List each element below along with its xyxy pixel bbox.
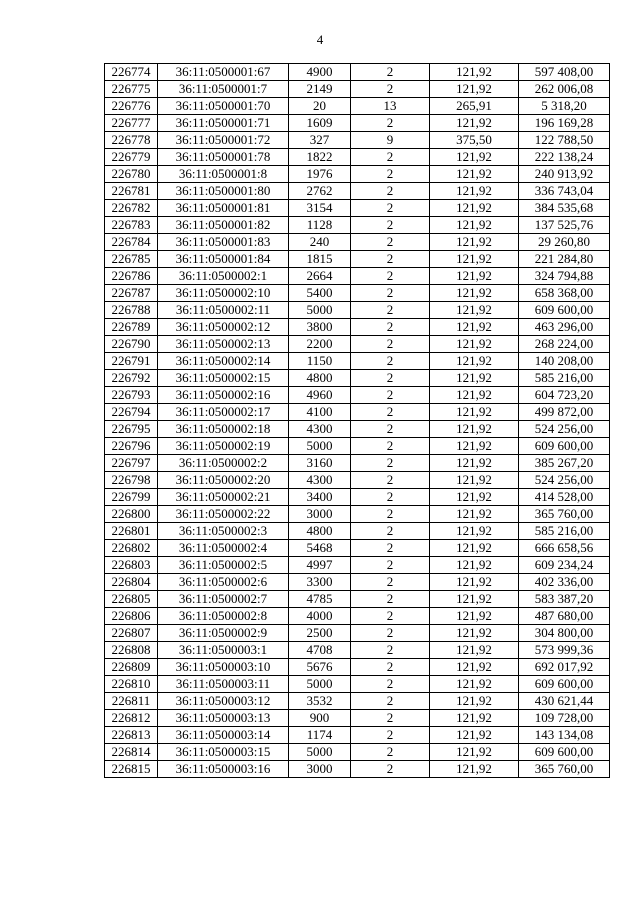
record-id-cell: 226796 bbox=[105, 438, 158, 455]
area-cell: 1609 bbox=[289, 115, 351, 132]
area-cell: 3400 bbox=[289, 489, 351, 506]
area-cell: 4785 bbox=[289, 591, 351, 608]
coefficient-cell: 2 bbox=[351, 404, 430, 421]
table-row bbox=[105, 591, 610, 608]
record-id-cell: 226777 bbox=[105, 115, 158, 132]
coefficient-cell: 2 bbox=[351, 438, 430, 455]
area-cell: 3154 bbox=[289, 200, 351, 217]
cadastral-number-cell: 36:11:0500003:12 bbox=[158, 693, 289, 710]
value-cell: 385 267,20 bbox=[519, 455, 610, 472]
coefficient-cell: 2 bbox=[351, 693, 430, 710]
record-id-cell: 226781 bbox=[105, 183, 158, 200]
rate-cell: 121,92 bbox=[430, 387, 519, 404]
value-cell: 262 006,08 bbox=[519, 81, 610, 98]
table-row bbox=[105, 336, 610, 353]
cadastral-number-cell: 36:11:0500001:72 bbox=[158, 132, 289, 149]
rate-cell: 121,92 bbox=[430, 421, 519, 438]
cadastral-number-cell: 36:11:0500002:1 bbox=[158, 268, 289, 285]
cadastral-number-cell: 36:11:0500002:22 bbox=[158, 506, 289, 523]
rate-cell: 121,92 bbox=[430, 234, 519, 251]
record-id-cell: 226776 bbox=[105, 98, 158, 115]
area-cell: 2200 bbox=[289, 336, 351, 353]
rate-cell: 121,92 bbox=[430, 370, 519, 387]
table-row bbox=[105, 727, 610, 744]
rate-cell: 121,92 bbox=[430, 744, 519, 761]
table-row bbox=[105, 251, 610, 268]
area-cell: 1976 bbox=[289, 166, 351, 183]
cadastral-number-cell: 36:11:0500002:18 bbox=[158, 421, 289, 438]
cadastral-number-cell: 36:11:0500002:15 bbox=[158, 370, 289, 387]
record-id-cell: 226815 bbox=[105, 761, 158, 778]
cadastral-number-cell: 36:11:0500002:9 bbox=[158, 625, 289, 642]
page-number: 4 bbox=[316, 32, 324, 47]
coefficient-cell: 2 bbox=[351, 710, 430, 727]
coefficient-cell: 2 bbox=[351, 761, 430, 778]
rate-cell: 121,92 bbox=[430, 353, 519, 370]
rate-cell: 121,92 bbox=[430, 523, 519, 540]
record-id-cell: 226791 bbox=[105, 353, 158, 370]
coefficient-cell: 2 bbox=[351, 676, 430, 693]
record-id-cell: 226813 bbox=[105, 727, 158, 744]
coefficient-cell: 2 bbox=[351, 608, 430, 625]
value-cell: 5 318,20 bbox=[519, 98, 610, 115]
coefficient-cell: 2 bbox=[351, 115, 430, 132]
value-cell: 137 525,76 bbox=[519, 217, 610, 234]
cadastral-number-cell: 36:11:0500001:81 bbox=[158, 200, 289, 217]
table-row bbox=[105, 659, 610, 676]
coefficient-cell: 2 bbox=[351, 574, 430, 591]
rate-cell: 121,92 bbox=[430, 625, 519, 642]
coefficient-cell: 2 bbox=[351, 319, 430, 336]
rate-cell: 121,92 bbox=[430, 149, 519, 166]
area-cell: 1822 bbox=[289, 149, 351, 166]
cadastral-number-cell: 36:11:0500002:12 bbox=[158, 319, 289, 336]
record-id-cell: 226786 bbox=[105, 268, 158, 285]
value-cell: 609 600,00 bbox=[519, 302, 610, 319]
rate-cell: 121,92 bbox=[430, 710, 519, 727]
record-id-cell: 226799 bbox=[105, 489, 158, 506]
record-id-cell: 226801 bbox=[105, 523, 158, 540]
cadastral-number-cell: 36:11:0500002:10 bbox=[158, 285, 289, 302]
cadastral-number-cell: 36:11:0500002:5 bbox=[158, 557, 289, 574]
cadastral-number-cell: 36:11:0500003:10 bbox=[158, 659, 289, 676]
record-id-cell: 226798 bbox=[105, 472, 158, 489]
record-id-cell: 226792 bbox=[105, 370, 158, 387]
value-cell: 692 017,92 bbox=[519, 659, 610, 676]
rate-cell: 121,92 bbox=[430, 115, 519, 132]
table-row bbox=[105, 285, 610, 302]
table-row bbox=[105, 319, 610, 336]
table-row bbox=[105, 506, 610, 523]
area-cell: 5000 bbox=[289, 302, 351, 319]
record-id-cell: 226789 bbox=[105, 319, 158, 336]
cadastral-number-cell: 36:11:0500003:11 bbox=[158, 676, 289, 693]
rate-cell: 121,92 bbox=[430, 217, 519, 234]
rate-cell: 121,92 bbox=[430, 659, 519, 676]
cadastral-number-cell: 36:11:0500001:7 bbox=[158, 81, 289, 98]
value-cell: 140 208,00 bbox=[519, 353, 610, 370]
cadastral-number-cell: 36:11:0500002:14 bbox=[158, 353, 289, 370]
area-cell: 5000 bbox=[289, 744, 351, 761]
record-id-cell: 226806 bbox=[105, 608, 158, 625]
value-cell: 524 256,00 bbox=[519, 421, 610, 438]
record-id-cell: 226808 bbox=[105, 642, 158, 659]
table-row bbox=[105, 217, 610, 234]
value-cell: 222 138,24 bbox=[519, 149, 610, 166]
table-row bbox=[105, 98, 610, 115]
value-cell: 585 216,00 bbox=[519, 370, 610, 387]
record-id-cell: 226790 bbox=[105, 336, 158, 353]
value-cell: 658 368,00 bbox=[519, 285, 610, 302]
area-cell: 1815 bbox=[289, 251, 351, 268]
cadastral-number-cell: 36:11:0500001:80 bbox=[158, 183, 289, 200]
table-row bbox=[105, 64, 610, 81]
area-cell: 3160 bbox=[289, 455, 351, 472]
value-cell: 609 234,24 bbox=[519, 557, 610, 574]
record-id-cell: 226775 bbox=[105, 81, 158, 98]
table-row bbox=[105, 183, 610, 200]
table-row bbox=[105, 268, 610, 285]
coefficient-cell: 2 bbox=[351, 387, 430, 404]
record-id-cell: 226807 bbox=[105, 625, 158, 642]
coefficient-cell: 2 bbox=[351, 472, 430, 489]
record-id-cell: 226805 bbox=[105, 591, 158, 608]
coefficient-cell: 2 bbox=[351, 659, 430, 676]
area-cell: 5400 bbox=[289, 285, 351, 302]
coefficient-cell: 2 bbox=[351, 642, 430, 659]
record-id-cell: 226793 bbox=[105, 387, 158, 404]
cadastral-number-cell: 36:11:0500002:7 bbox=[158, 591, 289, 608]
record-id-cell: 226809 bbox=[105, 659, 158, 676]
coefficient-cell: 9 bbox=[351, 132, 430, 149]
area-cell: 4300 bbox=[289, 472, 351, 489]
table-row bbox=[105, 404, 610, 421]
table-row bbox=[105, 81, 610, 98]
table-row bbox=[105, 625, 610, 642]
cadastral-number-cell: 36:11:0500002:20 bbox=[158, 472, 289, 489]
rate-cell: 121,92 bbox=[430, 642, 519, 659]
coefficient-cell: 2 bbox=[351, 506, 430, 523]
coefficient-cell: 2 bbox=[351, 302, 430, 319]
coefficient-cell: 2 bbox=[351, 523, 430, 540]
cadastral-number-cell: 36:11:0500001:71 bbox=[158, 115, 289, 132]
area-cell: 4708 bbox=[289, 642, 351, 659]
area-cell: 900 bbox=[289, 710, 351, 727]
table-row bbox=[105, 642, 610, 659]
coefficient-cell: 2 bbox=[351, 251, 430, 268]
record-id-cell: 226778 bbox=[105, 132, 158, 149]
rate-cell: 375,50 bbox=[430, 132, 519, 149]
value-cell: 487 680,00 bbox=[519, 608, 610, 625]
coefficient-cell: 2 bbox=[351, 455, 430, 472]
rate-cell: 121,92 bbox=[430, 574, 519, 591]
cadastral-number-cell: 36:11:0500002:16 bbox=[158, 387, 289, 404]
value-cell: 402 336,00 bbox=[519, 574, 610, 591]
table-row bbox=[105, 149, 610, 166]
table-row bbox=[105, 489, 610, 506]
record-id-cell: 226782 bbox=[105, 200, 158, 217]
area-cell: 5000 bbox=[289, 438, 351, 455]
coefficient-cell: 2 bbox=[351, 353, 430, 370]
cadastral-number-cell: 36:11:0500003:16 bbox=[158, 761, 289, 778]
record-id-cell: 226800 bbox=[105, 506, 158, 523]
record-id-cell: 226804 bbox=[105, 574, 158, 591]
rate-cell: 121,92 bbox=[430, 727, 519, 744]
cadastral-number-cell: 36:11:0500002:6 bbox=[158, 574, 289, 591]
table-row bbox=[105, 421, 610, 438]
record-id-cell: 226788 bbox=[105, 302, 158, 319]
table-row bbox=[105, 540, 610, 557]
table-row bbox=[105, 574, 610, 591]
coefficient-cell: 2 bbox=[351, 625, 430, 642]
table-row bbox=[105, 693, 610, 710]
rate-cell: 121,92 bbox=[430, 761, 519, 778]
value-cell: 143 134,08 bbox=[519, 727, 610, 744]
coefficient-cell: 2 bbox=[351, 285, 430, 302]
table-row bbox=[105, 523, 610, 540]
record-id-cell: 226787 bbox=[105, 285, 158, 302]
value-cell: 384 535,68 bbox=[519, 200, 610, 217]
record-id-cell: 226814 bbox=[105, 744, 158, 761]
table-row bbox=[105, 370, 610, 387]
rate-cell: 121,92 bbox=[430, 676, 519, 693]
area-cell: 2762 bbox=[289, 183, 351, 200]
rate-cell: 121,92 bbox=[430, 506, 519, 523]
value-cell: 196 169,28 bbox=[519, 115, 610, 132]
area-cell: 4300 bbox=[289, 421, 351, 438]
table-row bbox=[105, 744, 610, 761]
cadastral-number-cell: 36:11:0500001:83 bbox=[158, 234, 289, 251]
value-cell: 304 800,00 bbox=[519, 625, 610, 642]
cadastral-number-cell: 36:11:0500001:82 bbox=[158, 217, 289, 234]
value-cell: 499 872,00 bbox=[519, 404, 610, 421]
record-id-cell: 226785 bbox=[105, 251, 158, 268]
value-cell: 324 794,88 bbox=[519, 268, 610, 285]
cadastral-number-cell: 36:11:0500003:15 bbox=[158, 744, 289, 761]
rate-cell: 121,92 bbox=[430, 472, 519, 489]
value-cell: 365 760,00 bbox=[519, 506, 610, 523]
rate-cell: 121,92 bbox=[430, 64, 519, 81]
value-cell: 609 600,00 bbox=[519, 744, 610, 761]
table-row bbox=[105, 676, 610, 693]
value-cell: 666 658,56 bbox=[519, 540, 610, 557]
table-body bbox=[105, 64, 610, 778]
area-cell: 5000 bbox=[289, 676, 351, 693]
area-cell: 240 bbox=[289, 234, 351, 251]
rate-cell: 121,92 bbox=[430, 608, 519, 625]
record-id-cell: 226802 bbox=[105, 540, 158, 557]
cadastral-number-cell: 36:11:0500002:2 bbox=[158, 455, 289, 472]
rate-cell: 121,92 bbox=[430, 302, 519, 319]
rate-cell: 121,92 bbox=[430, 319, 519, 336]
rate-cell: 121,92 bbox=[430, 81, 519, 98]
table-row bbox=[105, 132, 610, 149]
rate-cell: 121,92 bbox=[430, 268, 519, 285]
area-cell: 5676 bbox=[289, 659, 351, 676]
area-cell: 4800 bbox=[289, 370, 351, 387]
area-cell: 20 bbox=[289, 98, 351, 115]
rate-cell: 121,92 bbox=[430, 591, 519, 608]
table-row bbox=[105, 234, 610, 251]
area-cell: 3300 bbox=[289, 574, 351, 591]
coefficient-cell: 2 bbox=[351, 540, 430, 557]
coefficient-cell: 2 bbox=[351, 370, 430, 387]
table-row bbox=[105, 557, 610, 574]
cadastral-number-cell: 36:11:0500003:13 bbox=[158, 710, 289, 727]
table-row bbox=[105, 608, 610, 625]
area-cell: 1174 bbox=[289, 727, 351, 744]
cadastral-number-cell: 36:11:0500002:21 bbox=[158, 489, 289, 506]
cadastral-number-cell: 36:11:0500002:11 bbox=[158, 302, 289, 319]
coefficient-cell: 2 bbox=[351, 336, 430, 353]
area-cell: 3000 bbox=[289, 506, 351, 523]
cadastral-number-cell: 36:11:0500003:1 bbox=[158, 642, 289, 659]
coefficient-cell: 2 bbox=[351, 727, 430, 744]
coefficient-cell: 2 bbox=[351, 166, 430, 183]
area-cell: 2500 bbox=[289, 625, 351, 642]
value-cell: 609 600,00 bbox=[519, 676, 610, 693]
coefficient-cell: 2 bbox=[351, 591, 430, 608]
coefficient-cell: 2 bbox=[351, 149, 430, 166]
cadastral-number-cell: 36:11:0500002:8 bbox=[158, 608, 289, 625]
coefficient-cell: 2 bbox=[351, 200, 430, 217]
value-cell: 463 296,00 bbox=[519, 319, 610, 336]
table-row bbox=[105, 761, 610, 778]
rate-cell: 121,92 bbox=[430, 166, 519, 183]
record-id-cell: 226783 bbox=[105, 217, 158, 234]
coefficient-cell: 2 bbox=[351, 81, 430, 98]
table-row bbox=[105, 115, 610, 132]
record-id-cell: 226794 bbox=[105, 404, 158, 421]
cadastral-number-cell: 36:11:0500002:17 bbox=[158, 404, 289, 421]
value-cell: 430 621,44 bbox=[519, 693, 610, 710]
record-id-cell: 226784 bbox=[105, 234, 158, 251]
rate-cell: 121,92 bbox=[430, 557, 519, 574]
table-row bbox=[105, 472, 610, 489]
area-cell: 4960 bbox=[289, 387, 351, 404]
area-cell: 4900 bbox=[289, 64, 351, 81]
value-cell: 414 528,00 bbox=[519, 489, 610, 506]
record-id-cell: 226797 bbox=[105, 455, 158, 472]
area-cell: 327 bbox=[289, 132, 351, 149]
area-cell: 4000 bbox=[289, 608, 351, 625]
area-cell: 2149 bbox=[289, 81, 351, 98]
coefficient-cell: 2 bbox=[351, 183, 430, 200]
value-cell: 597 408,00 bbox=[519, 64, 610, 81]
area-cell: 2664 bbox=[289, 268, 351, 285]
value-cell: 240 913,92 bbox=[519, 166, 610, 183]
area-cell: 3000 bbox=[289, 761, 351, 778]
rate-cell: 121,92 bbox=[430, 183, 519, 200]
coefficient-cell: 2 bbox=[351, 64, 430, 81]
rate-cell: 121,92 bbox=[430, 404, 519, 421]
cadastral-number-cell: 36:11:0500001:67 bbox=[158, 64, 289, 81]
value-cell: 336 743,04 bbox=[519, 183, 610, 200]
rate-cell: 121,92 bbox=[430, 455, 519, 472]
record-id-cell: 226810 bbox=[105, 676, 158, 693]
cadastral-number-cell: 36:11:0500003:14 bbox=[158, 727, 289, 744]
cadastral-number-cell: 36:11:0500002:3 bbox=[158, 523, 289, 540]
value-cell: 365 760,00 bbox=[519, 761, 610, 778]
table-row bbox=[105, 353, 610, 370]
cadastral-number-cell: 36:11:0500002:13 bbox=[158, 336, 289, 353]
rate-cell: 121,92 bbox=[430, 200, 519, 217]
value-cell: 268 224,00 bbox=[519, 336, 610, 353]
table-row bbox=[105, 455, 610, 472]
rate-cell: 121,92 bbox=[430, 438, 519, 455]
data-table bbox=[104, 63, 610, 778]
table-row bbox=[105, 438, 610, 455]
record-id-cell: 226779 bbox=[105, 149, 158, 166]
rate-cell: 121,92 bbox=[430, 540, 519, 557]
value-cell: 122 788,50 bbox=[519, 132, 610, 149]
rate-cell: 121,92 bbox=[430, 336, 519, 353]
coefficient-cell: 13 bbox=[351, 98, 430, 115]
value-cell: 221 284,80 bbox=[519, 251, 610, 268]
rate-cell: 121,92 bbox=[430, 251, 519, 268]
coefficient-cell: 2 bbox=[351, 744, 430, 761]
record-id-cell: 226811 bbox=[105, 693, 158, 710]
value-cell: 604 723,20 bbox=[519, 387, 610, 404]
coefficient-cell: 2 bbox=[351, 557, 430, 574]
coefficient-cell: 2 bbox=[351, 421, 430, 438]
area-cell: 3800 bbox=[289, 319, 351, 336]
rate-cell: 265,91 bbox=[430, 98, 519, 115]
area-cell: 3532 bbox=[289, 693, 351, 710]
record-id-cell: 226812 bbox=[105, 710, 158, 727]
rate-cell: 121,92 bbox=[430, 693, 519, 710]
area-cell: 4997 bbox=[289, 557, 351, 574]
table-row bbox=[105, 387, 610, 404]
cadastral-number-cell: 36:11:0500002:4 bbox=[158, 540, 289, 557]
area-cell: 5468 bbox=[289, 540, 351, 557]
rate-cell: 121,92 bbox=[430, 489, 519, 506]
cadastral-number-cell: 36:11:0500001:78 bbox=[158, 149, 289, 166]
coefficient-cell: 2 bbox=[351, 268, 430, 285]
value-cell: 583 387,20 bbox=[519, 591, 610, 608]
value-cell: 609 600,00 bbox=[519, 438, 610, 455]
coefficient-cell: 2 bbox=[351, 217, 430, 234]
cadastral-number-cell: 36:11:0500001:70 bbox=[158, 98, 289, 115]
record-id-cell: 226803 bbox=[105, 557, 158, 574]
coefficient-cell: 2 bbox=[351, 489, 430, 506]
area-cell: 1150 bbox=[289, 353, 351, 370]
value-cell: 29 260,80 bbox=[519, 234, 610, 251]
area-cell: 4800 bbox=[289, 523, 351, 540]
value-cell: 524 256,00 bbox=[519, 472, 610, 489]
table-row bbox=[105, 302, 610, 319]
value-cell: 109 728,00 bbox=[519, 710, 610, 727]
table-row bbox=[105, 200, 610, 217]
table-row bbox=[105, 710, 610, 727]
area-cell: 4100 bbox=[289, 404, 351, 421]
table-row bbox=[105, 166, 610, 183]
value-cell: 585 216,00 bbox=[519, 523, 610, 540]
coefficient-cell: 2 bbox=[351, 234, 430, 251]
cadastral-number-cell: 36:11:0500001:84 bbox=[158, 251, 289, 268]
rate-cell: 121,92 bbox=[430, 285, 519, 302]
cadastral-number-cell: 36:11:0500001:8 bbox=[158, 166, 289, 183]
area-cell: 1128 bbox=[289, 217, 351, 234]
value-cell: 573 999,36 bbox=[519, 642, 610, 659]
record-id-cell: 226795 bbox=[105, 421, 158, 438]
record-id-cell: 226774 bbox=[105, 64, 158, 81]
record-id-cell: 226780 bbox=[105, 166, 158, 183]
cadastral-number-cell: 36:11:0500002:19 bbox=[158, 438, 289, 455]
